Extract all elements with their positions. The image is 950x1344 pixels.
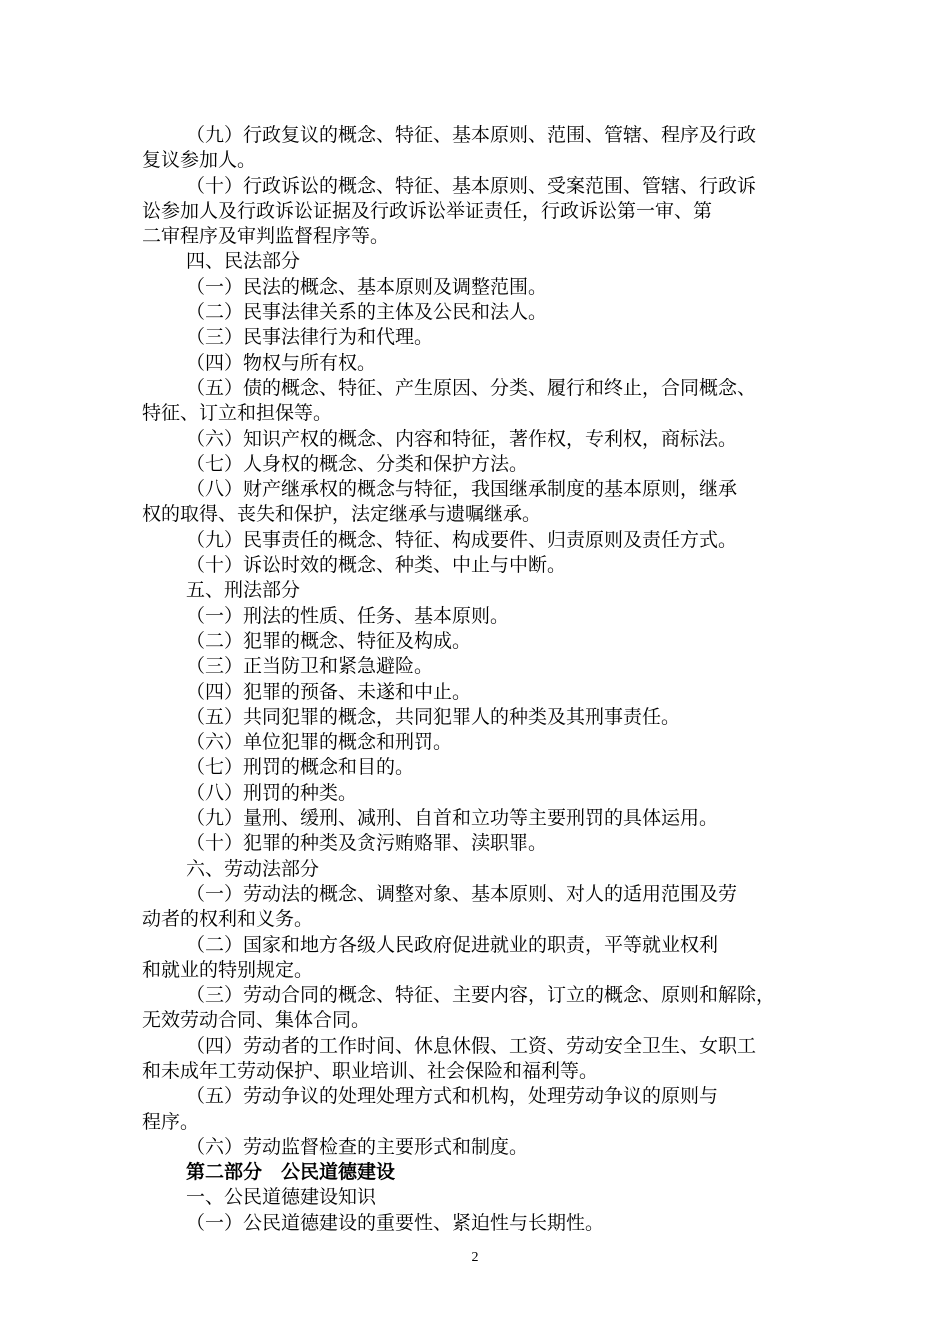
text-line: （六）劳动监督检查的主要形式和制度。 xyxy=(186,1135,529,1158)
page-number: 2 xyxy=(471,1250,479,1265)
text-line: 和未成年工劳动保护、职业培训、社会保险和福利等。 xyxy=(142,1059,599,1082)
text-line: 四、民法部分 xyxy=(186,250,301,273)
text-line: （九）民事责任的概念、特征、构成要件、归责原则及责任方式。 xyxy=(186,528,738,551)
text-line: （六）单位犯罪的概念和刑罚。 xyxy=(186,731,453,754)
text-line: （八）财产继承权的概念与特征，我国继承制度的基本原则，继承 xyxy=(186,478,738,501)
text-line: （六）知识产权的概念、内容和特征，著作权，专利权，商标法。 xyxy=(186,427,738,450)
text-line: （三）正当防卫和紧急避险。 xyxy=(186,655,434,678)
text-line: （十）犯罪的种类及贪污贿赂罪、渎职罪。 xyxy=(186,832,548,855)
text-line: 一、公民道德建设知识 xyxy=(186,1186,377,1209)
text-line: （二）民事法律关系的主体及公民和法人。 xyxy=(186,301,548,324)
text-line: 五、刑法部分 xyxy=(186,579,301,602)
text-line: 复议参加人。 xyxy=(142,149,257,172)
text-line: （一）劳动法的概念、调整对象、基本原则、对人的适用范围及劳 xyxy=(186,882,738,905)
text-line: 动者的权利和义务。 xyxy=(142,908,314,931)
text-line: 权的取得、丧失和保护，法定继承与遗嘱继承。 xyxy=(142,503,542,526)
text-line: （十）诉讼时效的概念、种类、中止与中断。 xyxy=(186,554,567,577)
text-line: （一）刑法的性质、任务、基本原则。 xyxy=(186,604,510,627)
text-line: 二审程序及审判监督程序等。 xyxy=(142,225,390,248)
text-line: （二）国家和地方各级人民政府促进就业的职责，平等就业权利 xyxy=(186,933,719,956)
text-line: （五）劳动争议的处理处理方式和机构，处理劳动争议的原则与 xyxy=(186,1085,719,1108)
text-line: 程序。 xyxy=(142,1110,200,1133)
text-line: （五）共同犯罪的概念，共同犯罪人的种类及其刑事责任。 xyxy=(186,705,681,728)
text-line: （九）行政复议的概念、特征、基本原则、范围、管辖、程序及行政 xyxy=(186,124,757,146)
text-line: （七）刑罚的概念和目的。 xyxy=(186,756,415,779)
text-line: （二）犯罪的概念、特征及构成。 xyxy=(186,629,472,652)
text-line: （一）公民道德建设的重要性、紧迫性与长期性。 xyxy=(186,1211,605,1234)
text-line: （三）民事法律行为和代理。 xyxy=(186,326,434,349)
text-line: （九）量刑、缓刑、减刑、自首和立功等主要刑罚的具体运用。 xyxy=(186,807,719,830)
section-heading: 第二部分 公民道德建设 xyxy=(186,1161,396,1184)
text-line: （五）债的概念、特征、产生原因、分类、履行和终止，合同概念、 xyxy=(186,376,757,399)
text-line: （八）刑罚的种类。 xyxy=(186,781,358,804)
text-line: （十）行政诉讼的概念、特征、基本原则、受案范围、管辖、行政诉 xyxy=(186,174,757,197)
text-line: 和就业的特别规定。 xyxy=(142,958,314,981)
document-body xyxy=(142,123,810,1236)
text-line: 无效劳动合同、集体合同。 xyxy=(142,1009,371,1032)
text-line: （四）劳动者的工作时间、休息休假、工资、劳动安全卫生、女职工 xyxy=(186,1034,757,1057)
text-line: （一）民法的概念、基本原则及调整范围。 xyxy=(186,275,548,298)
text-line: 讼参加人及行政诉讼证据及行政诉讼举证责任，行政诉讼第一审、第 xyxy=(142,199,713,222)
text-line: 特征、订立和担保等。 xyxy=(142,402,333,425)
text-line: 六、劳动法部分 xyxy=(186,857,320,880)
text-line: （七）人身权的概念、分类和保护方法。 xyxy=(186,452,529,475)
text-line: （四）犯罪的预备、未遂和中止。 xyxy=(186,680,472,703)
text-line: （四）物权与所有权。 xyxy=(186,351,377,374)
text-line: （三）劳动合同的概念、特征、主要内容，订立的概念、原则和解除， xyxy=(186,984,776,1007)
